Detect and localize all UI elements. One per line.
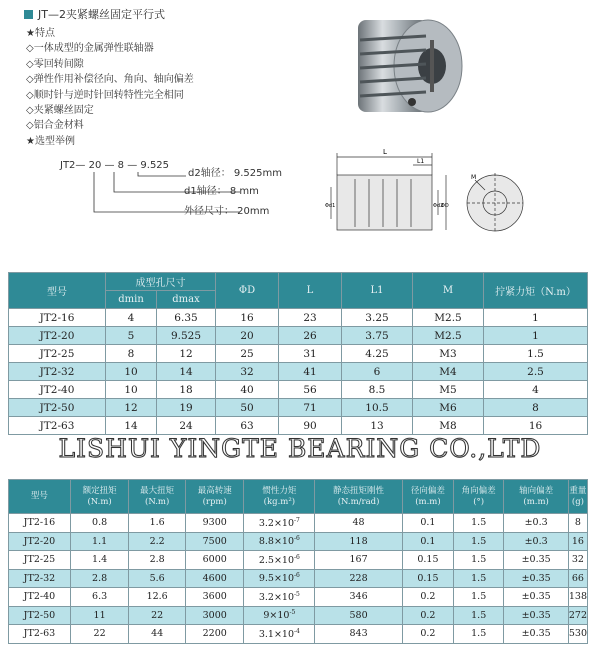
table-cell: ±0.35 xyxy=(504,606,568,625)
inertia-exponent: -6 xyxy=(294,535,300,543)
table-row xyxy=(9,381,588,399)
table-cell: JT2-25 xyxy=(9,345,106,363)
selection-d1: d1轴径： 8 mm xyxy=(184,186,259,197)
table-header-cell: 静态扭矩刚性 (N.m/rad) xyxy=(315,480,403,514)
dimension-drawing xyxy=(325,145,580,240)
table-cell: 8 xyxy=(106,345,157,363)
table-cell: 1.5 xyxy=(453,606,503,625)
table-cell: 1.5 xyxy=(453,588,503,607)
table-cell: 13 xyxy=(342,417,413,435)
table-cell: 1 xyxy=(484,309,588,327)
table-cell: 3.25 xyxy=(342,309,413,327)
table-row xyxy=(9,569,588,588)
th-bore: 成型孔尺寸 xyxy=(106,273,216,291)
table-cell: 1.1 xyxy=(70,532,128,551)
table-cell: 40 xyxy=(216,381,279,399)
table-cell: JT2-20 xyxy=(9,327,106,345)
selection-d2: d2轴径： 9.525mm xyxy=(188,168,282,179)
table-cell xyxy=(244,588,315,607)
table-cell: 8.5 xyxy=(342,381,413,399)
table-header-cell: 型号 xyxy=(9,480,71,514)
table-cell: M8 xyxy=(413,417,484,435)
table-cell: JT2-50 xyxy=(9,399,106,417)
table-cell: 0.1 xyxy=(402,532,453,551)
table-cell: 25 xyxy=(216,345,279,363)
feature-item: ◇夹紧螺丝固定 xyxy=(26,105,94,117)
table-row xyxy=(9,606,588,625)
table-cell: 118 xyxy=(315,532,403,551)
table-row xyxy=(9,309,588,327)
table-cell: 4.25 xyxy=(342,345,413,363)
table-cell: 14 xyxy=(106,417,157,435)
table-cell: 44 xyxy=(129,625,186,644)
company-banner: LISHUI YINGTE BEARING CO.,LTD xyxy=(58,434,542,463)
table-cell: 8 xyxy=(484,399,588,417)
th-dmin: dmin xyxy=(106,291,157,309)
inertia-exponent: -6 xyxy=(294,553,300,561)
selection-example xyxy=(60,160,320,220)
table-cell: 1 xyxy=(484,327,588,345)
inertia-exponent: -7 xyxy=(294,516,300,524)
table-cell: 22 xyxy=(70,625,128,644)
table-cell: M5 xyxy=(413,381,484,399)
inertia-base: 3.1×10 xyxy=(258,628,295,640)
table-row xyxy=(9,514,588,533)
table-cell: 12.6 xyxy=(129,588,186,607)
coupling-product-image xyxy=(340,2,472,126)
feature-item: ★选型举例 xyxy=(26,135,75,147)
table-cell: 1.5 xyxy=(453,569,503,588)
page-title xyxy=(24,6,165,22)
table-cell: 5.6 xyxy=(129,569,186,588)
table-cell xyxy=(244,532,315,551)
table-cell: ±0.35 xyxy=(504,551,568,570)
table-cell: 272 xyxy=(568,606,587,625)
table-cell: 71 xyxy=(279,399,342,417)
selection-code: JT2— 20 — 8 — 9.525 xyxy=(60,160,170,171)
features-list xyxy=(26,26,194,149)
table-cell: 0.1 xyxy=(402,514,453,533)
selection-od: 外径尺寸： 20mm xyxy=(184,206,270,217)
table-cell: 26 xyxy=(279,327,342,345)
table-cell: 4600 xyxy=(185,569,243,588)
table-cell: 0.2 xyxy=(402,625,453,644)
table-cell: 2200 xyxy=(185,625,243,644)
table-cell: ±0.3 xyxy=(504,514,568,533)
dim-d1: Φd1 xyxy=(325,203,336,209)
dim-L: L xyxy=(383,148,387,156)
table-cell xyxy=(244,514,315,533)
table-cell: 1.5 xyxy=(453,514,503,533)
table-cell: 3000 xyxy=(185,606,243,625)
table-cell: 1.6 xyxy=(129,514,186,533)
table-cell: ±0.35 xyxy=(504,625,568,644)
table-header-cell: 角向偏差 (°) xyxy=(453,480,503,514)
inertia-base: 9×10 xyxy=(263,610,290,622)
inertia-exponent: -6 xyxy=(294,572,300,580)
title-text: JT—2夹紧螺丝固定平行式 xyxy=(38,8,165,21)
dim-d2: Φd2 xyxy=(433,203,444,209)
table-header-cell: 惯性力矩 (kg.m²) xyxy=(244,480,315,514)
table-cell xyxy=(244,569,315,588)
table-cell: 6000 xyxy=(185,551,243,570)
table-cell: JT2-16 xyxy=(9,514,71,533)
table-cell: 12 xyxy=(106,399,157,417)
table-row xyxy=(9,625,588,644)
table-cell: 63 xyxy=(216,417,279,435)
table-cell: 0.15 xyxy=(402,551,453,570)
table-cell: 0.15 xyxy=(402,569,453,588)
table-cell: 1.5 xyxy=(453,551,503,570)
table-cell: 9300 xyxy=(185,514,243,533)
inertia-base: 3.2×10 xyxy=(258,591,295,603)
table-cell: 2.2 xyxy=(129,532,186,551)
table-row xyxy=(9,363,588,381)
feature-item: ◇一体成型的金属弹性联轴器 xyxy=(26,43,154,55)
th-L1: L1 xyxy=(342,273,413,309)
table-header-cell: 最大扭矩 (N.m) xyxy=(129,480,186,514)
table-cell: 346 xyxy=(315,588,403,607)
table-cell: 50 xyxy=(216,399,279,417)
feature-item: ◇零回转间隙 xyxy=(26,58,84,70)
table-cell: M2.5 xyxy=(413,327,484,345)
table-cell: 19 xyxy=(157,399,216,417)
table-cell: M3 xyxy=(413,345,484,363)
table-cell: 10.5 xyxy=(342,399,413,417)
th-torque: 拧紧力矩（N.m） xyxy=(484,273,588,309)
table-cell: 1.5 xyxy=(484,345,588,363)
dimension-table xyxy=(8,272,588,435)
table-cell: 12 xyxy=(157,345,216,363)
table-cell: M4 xyxy=(413,363,484,381)
table-cell: 7500 xyxy=(185,532,243,551)
table-cell: 1.5 xyxy=(453,625,503,644)
table-cell: JT2-40 xyxy=(9,588,71,607)
table-cell: 10 xyxy=(106,363,157,381)
table-cell xyxy=(244,551,315,570)
table-cell: 16 xyxy=(484,417,588,435)
table-cell: 16 xyxy=(216,309,279,327)
table-row xyxy=(9,532,588,551)
th-D: ΦD xyxy=(216,273,279,309)
table-cell: 41 xyxy=(279,363,342,381)
table-cell: JT2-20 xyxy=(9,532,71,551)
table-cell: 0.2 xyxy=(402,588,453,607)
table-cell: 5 xyxy=(106,327,157,345)
table-cell: 6 xyxy=(342,363,413,381)
dim-M: M xyxy=(471,174,477,181)
table-row xyxy=(9,588,588,607)
table-cell xyxy=(244,625,315,644)
inertia-base: 8.8×10 xyxy=(258,536,295,548)
table-cell: 138 xyxy=(568,588,587,607)
table-cell: 2.5 xyxy=(484,363,588,381)
table-row xyxy=(9,417,588,435)
dim-L1: L1 xyxy=(417,158,425,165)
table-cell: 0.8 xyxy=(70,514,128,533)
table-row xyxy=(9,327,588,345)
table-cell: JT2-63 xyxy=(9,417,106,435)
dim-D: ΦD xyxy=(441,203,449,209)
table-row xyxy=(9,399,588,417)
table-row xyxy=(9,345,588,363)
table-cell: 2.8 xyxy=(129,551,186,570)
table-cell: 167 xyxy=(315,551,403,570)
table-cell xyxy=(244,606,315,625)
feature-item: ★特点 xyxy=(26,28,55,39)
table-cell: 22 xyxy=(129,606,186,625)
th-L: L xyxy=(279,273,342,309)
table-cell: 6.35 xyxy=(157,309,216,327)
table-cell: JT2-32 xyxy=(9,363,106,381)
table-header-cell: 径向偏差 (m.m) xyxy=(402,480,453,514)
table-cell: 18 xyxy=(157,381,216,399)
table-cell: 228 xyxy=(315,569,403,588)
inertia-exponent: -5 xyxy=(289,609,296,617)
table-cell: 9.525 xyxy=(157,327,216,345)
inertia-base: 3.2×10 xyxy=(258,517,295,529)
table-cell: ±0.35 xyxy=(504,569,568,588)
table-cell: JT2-32 xyxy=(9,569,71,588)
table-cell: M2.5 xyxy=(413,309,484,327)
table-header-cell: 最高转速 (rpm) xyxy=(185,480,243,514)
table-cell: 580 xyxy=(315,606,403,625)
table-cell: 4 xyxy=(106,309,157,327)
inertia-base: 2.5×10 xyxy=(258,554,295,566)
table-cell: 14 xyxy=(157,363,216,381)
table-cell: 0.2 xyxy=(402,606,453,625)
table-cell: M6 xyxy=(413,399,484,417)
table-cell: 843 xyxy=(315,625,403,644)
table-cell: 32 xyxy=(568,551,587,570)
table-cell: 23 xyxy=(279,309,342,327)
table-cell: 10 xyxy=(106,381,157,399)
table-cell: 1.4 xyxy=(70,551,128,570)
table-cell: 1.5 xyxy=(453,532,503,551)
table-cell: 20 xyxy=(216,327,279,345)
table-cell: JT2-40 xyxy=(9,381,106,399)
table-cell: JT2-16 xyxy=(9,309,106,327)
table-cell: 31 xyxy=(279,345,342,363)
table-cell: 48 xyxy=(315,514,403,533)
table-row xyxy=(9,551,588,570)
table-cell: 6.3 xyxy=(70,588,128,607)
table-cell: 24 xyxy=(157,417,216,435)
feature-item: ◇弹性作用补偿径向、角向、轴向偏差 xyxy=(26,74,194,86)
table-cell: 2.8 xyxy=(70,569,128,588)
th-dmax: dmax xyxy=(157,291,216,309)
table-cell: 16 xyxy=(568,532,587,551)
table-cell: 8 xyxy=(568,514,587,533)
inertia-exponent: -5 xyxy=(294,590,300,598)
table-cell: 3600 xyxy=(185,588,243,607)
table-header-cell: 额定扭矩 (N.m) xyxy=(70,480,128,514)
table-cell: 32 xyxy=(216,363,279,381)
th-M: M xyxy=(413,273,484,309)
table-cell: JT2-25 xyxy=(9,551,71,570)
th-model: 型号 xyxy=(9,273,106,309)
performance-table xyxy=(8,479,588,644)
table-header-cell: 轴向偏差 (m.m) xyxy=(504,480,568,514)
table-cell: 3.75 xyxy=(342,327,413,345)
table-cell: ±0.35 xyxy=(504,588,568,607)
feature-item: ◇铝合金材料 xyxy=(26,120,84,132)
table-cell: 530 xyxy=(568,625,587,644)
table-cell: 90 xyxy=(279,417,342,435)
table-cell: JT2-63 xyxy=(9,625,71,644)
feature-item: ◇顺时针与逆时针回转特性完全相同 xyxy=(26,89,184,101)
table-cell: 4 xyxy=(484,381,588,399)
title-square-icon xyxy=(24,10,33,19)
table-cell: 66 xyxy=(568,569,587,588)
inertia-exponent: -4 xyxy=(294,627,300,635)
table-cell: 56 xyxy=(279,381,342,399)
table-header-cell: 重量 (g) xyxy=(568,480,587,514)
table-cell: 11 xyxy=(70,606,128,625)
table-cell: ±0.3 xyxy=(504,532,568,551)
table-cell: JT2-50 xyxy=(9,606,71,625)
inertia-base: 9.5×10 xyxy=(258,573,295,585)
